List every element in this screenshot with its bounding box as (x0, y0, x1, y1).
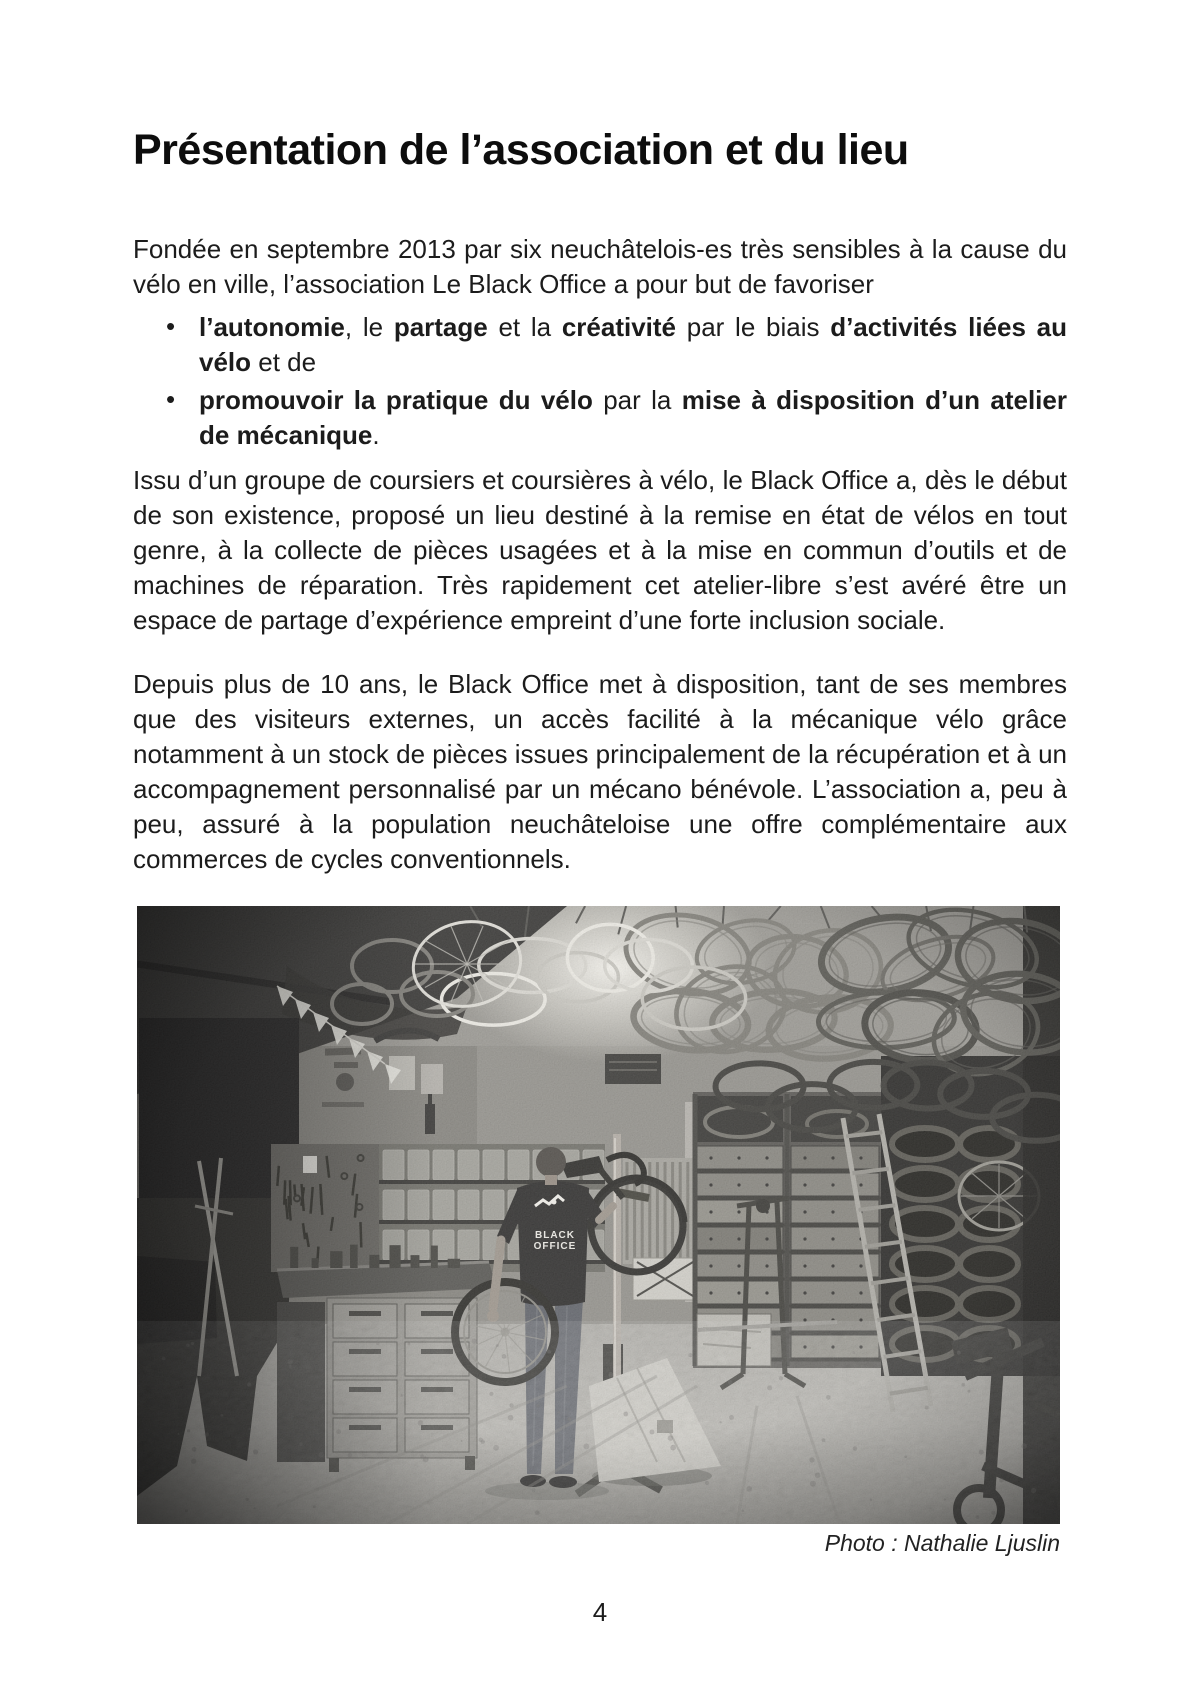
photo-credit: Photo : Nathalie Ljuslin (824, 1530, 1060, 1556)
workshop-photo (137, 906, 1060, 1524)
bullet-marker: • (166, 311, 176, 341)
bullet-text: l’autonomie, le partage et la créativité par le biais d’activités liées au vélo et de (199, 312, 1067, 377)
workshop-photo-illustration (137, 906, 1060, 1524)
page-title: Présentation de l’association et du lieu (133, 126, 909, 174)
bullet-list (133, 310, 1067, 456)
bullet-item-workshop (133, 383, 1067, 453)
history-paragraph: Issu d’un groupe de coursiers et coursières à vélo, le Black Office a, dès le début de son existence, proposé un lieu destiné à la remise en état de vélos en tout genre, à la collecte de pièces usagées et à la mise en commun d’outils et de machines de réparation. Très rapidement cet atelier-libre s’est avéré être un espace de partage d’expérience empreint d’une forte inclusion sociale. (133, 465, 1067, 635)
bullet-text: promouvoir la pratique du vélo par la mise à disposition d’un atelier de mécanique. (199, 385, 1067, 450)
bullet-item-goals (133, 310, 1067, 380)
bullet-marker: • (166, 384, 176, 414)
intro-paragraph: Fondée en septembre 2013 par six neuchâtelois-es très sensibles à la cause du vélo en ville, l’association Le Black Office a pour but de favoriser (133, 234, 1067, 299)
today-paragraph: Depuis plus de 10 ans, le Black Office met à disposition, tant de ses membres que des visiteurs externes, un accès facilité à la mécanique vélo grâce notamment à un stock de pièces issues principalement de la récupération et à un accompagnement personnalisé par un mécano bénévole. L’association a, peu à peu, assuré à la population neuchâteloise une offre complémentaire aux commerces de cycles conventionnels. (133, 669, 1067, 874)
vignette (137, 906, 1060, 1524)
page-number: 4 (592, 1597, 608, 1627)
